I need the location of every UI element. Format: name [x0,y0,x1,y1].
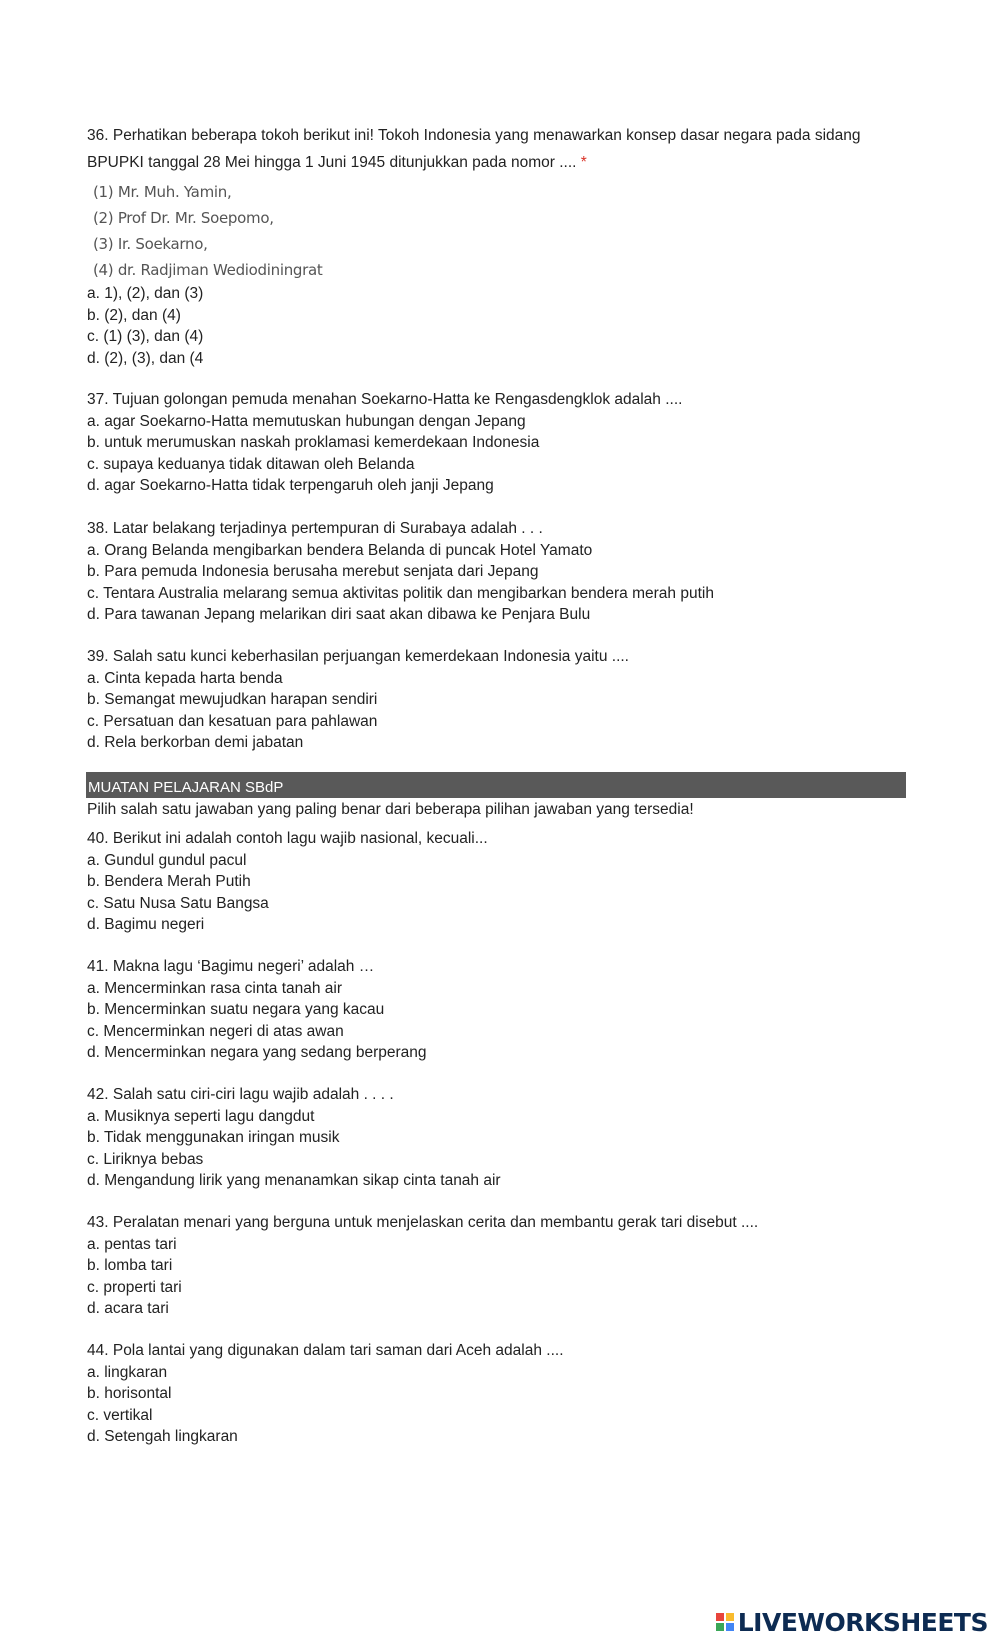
logo-grid-icon [716,1613,734,1631]
section-instruction: Pilih salah satu jawaban yang paling benar dari beberapa pilihan jawaban yang tersedia! [87,801,694,818]
required-mark: * [580,154,587,171]
option-d: d. agar Soekarno-Hatta tidak terpengaruh oleh janji Jepang [87,477,494,495]
question-text: 44. Pola lantai yang digunakan dalam tari saman dari Aceh adalah .... [87,1342,564,1359]
option-c: c. properti tari [87,1278,182,1296]
option-c: c. Liriknya bebas [87,1150,204,1168]
option-a: a. Cinta kepada harta benda [87,669,283,687]
option-d: d. Mengandung lirik yang menanamkan sikap cinta tanah air [87,1172,501,1190]
figure-item: (4) dr. Radjiman Wediodiningrat [93,261,323,279]
question-text: 40. Berikut ini adalah contoh lagu wajib nasional, kecuali... [87,830,488,847]
option-a: a. agar Soekarno-Hatta memutuskan hubungan dengan Jepang [87,412,526,430]
option-c: c. Mencerminkan negeri di atas awan [87,1022,344,1040]
option-b: b. horisontal [87,1385,172,1403]
option-d: d. Mencerminkan negara yang sedang berperang [87,1044,427,1062]
option-c: c. Satu Nusa Satu Bangsa [87,894,269,912]
question-36-text: 36. Perhatikan beberapa tokoh berikut ini! Tokoh Indonesia yang menawarkan konsep dasar negara pada sidang BPUPKI tanggal 28 Mei hingga 1 Juni 1945 ditunjukkan pada nomor .... [87,127,861,171]
figure-item: (3) Ir. Soekarno, [93,235,208,253]
logo-square [726,1623,734,1631]
option-b: b. untuk merumuskan naskah proklamasi kemerdekaan Indonesia [87,434,540,452]
question-text: 43. Peralatan menari yang berguna untuk menjelaskan cerita dan membantu gerak tari disebut .... [87,1214,759,1231]
figure-item: (2) Prof Dr. Mr. Soepomo, [93,209,274,227]
option-c: c. Tentara Australia melarang semua aktivitas politik dan mengibarkan bendera merah putih [87,584,714,602]
logo-text: LIVEWORKSHEETS [737,1607,988,1637]
option-c: c. Persatuan dan kesatuan para pahlawan [87,712,378,730]
option-b: b. Semangat mewujudkan harapan sendiri [87,691,378,709]
question-41 [87,956,427,1064]
option-d: d. Setengah lingkaran [87,1428,238,1446]
option-a: a. Orang Belanda mengibarkan bendera Belanda di puncak Hotel Yamato [87,541,593,559]
option-d: d. Rela berkorban demi jabatan [87,734,304,752]
option-d: d. Para tawanan Jepang melarikan diri saat akan dibawa ke Penjara Bulu [87,606,591,624]
option-b: b. Para pemuda Indonesia berusaha merebut senjata dari Jepang [87,563,539,581]
logo-square [726,1613,734,1621]
question-40 [87,828,488,936]
question-38 [87,518,714,626]
option-d: d. Bagimu negeri [87,916,205,934]
question-text: 42. Salah satu ciri-ciri lagu wajib adalah . . . . [87,1086,394,1103]
logo-square [716,1613,724,1621]
option-b: b. Bendera Merah Putih [87,873,251,891]
option-a: a. Musiknya seperti lagu dangdut [87,1107,315,1125]
question-44 [87,1340,564,1448]
option-a: a. Mencerminkan rasa cinta tanah air [87,979,343,997]
option-b: b. Mencerminkan suatu negara yang kacau [87,1001,385,1019]
option-c: c. vertikal [87,1406,153,1424]
question-text: 37. Tujuan golongan pemuda menahan Soekarno-Hatta ke Rengasdengklok adalah .... [87,391,683,408]
option-b: b. (2), dan (4) [87,306,181,324]
option-b: b. Tidak menggunakan iringan musik [87,1129,340,1147]
question-39 [87,646,629,754]
question-36-figure-list [93,179,322,283]
option-a: a. 1), (2), dan (3) [87,285,204,302]
option-a: a. lingkaran [87,1363,168,1381]
option-d: d. (2), (3), dan (4 [87,349,204,367]
option-c: c. supaya keduanya tidak ditawan oleh Belanda [87,455,415,473]
question-text: 41. Makna lagu ‘Bagimu negeri’ adalah … [87,958,375,975]
option-a: a. pentas tari [87,1235,177,1253]
question-43 [87,1212,758,1320]
option-c: c. (1) (3), dan (4) [87,328,204,346]
question-42 [87,1084,501,1192]
liveworksheets-logo[interactable] [716,1607,988,1637]
question-text: 38. Latar belakang terjadinya pertempuran di Surabaya adalah . . . [87,520,543,537]
question-36-options [87,283,203,369]
question-37 [87,389,682,497]
section-header: MUATAN PELAJARAN SBdP [86,772,906,798]
figure-item: (1) Mr. Muh. Yamin, [93,183,232,201]
option-d: d. acara tari [87,1300,169,1318]
question-text: 39. Salah satu kunci keberhasilan perjuangan kemerdekaan Indonesia yaitu .... [87,648,629,665]
logo-square [716,1623,724,1631]
option-a: a. Gundul gundul pacul [87,851,247,869]
option-b: b. lomba tari [87,1257,173,1275]
question-36 [87,122,907,176]
